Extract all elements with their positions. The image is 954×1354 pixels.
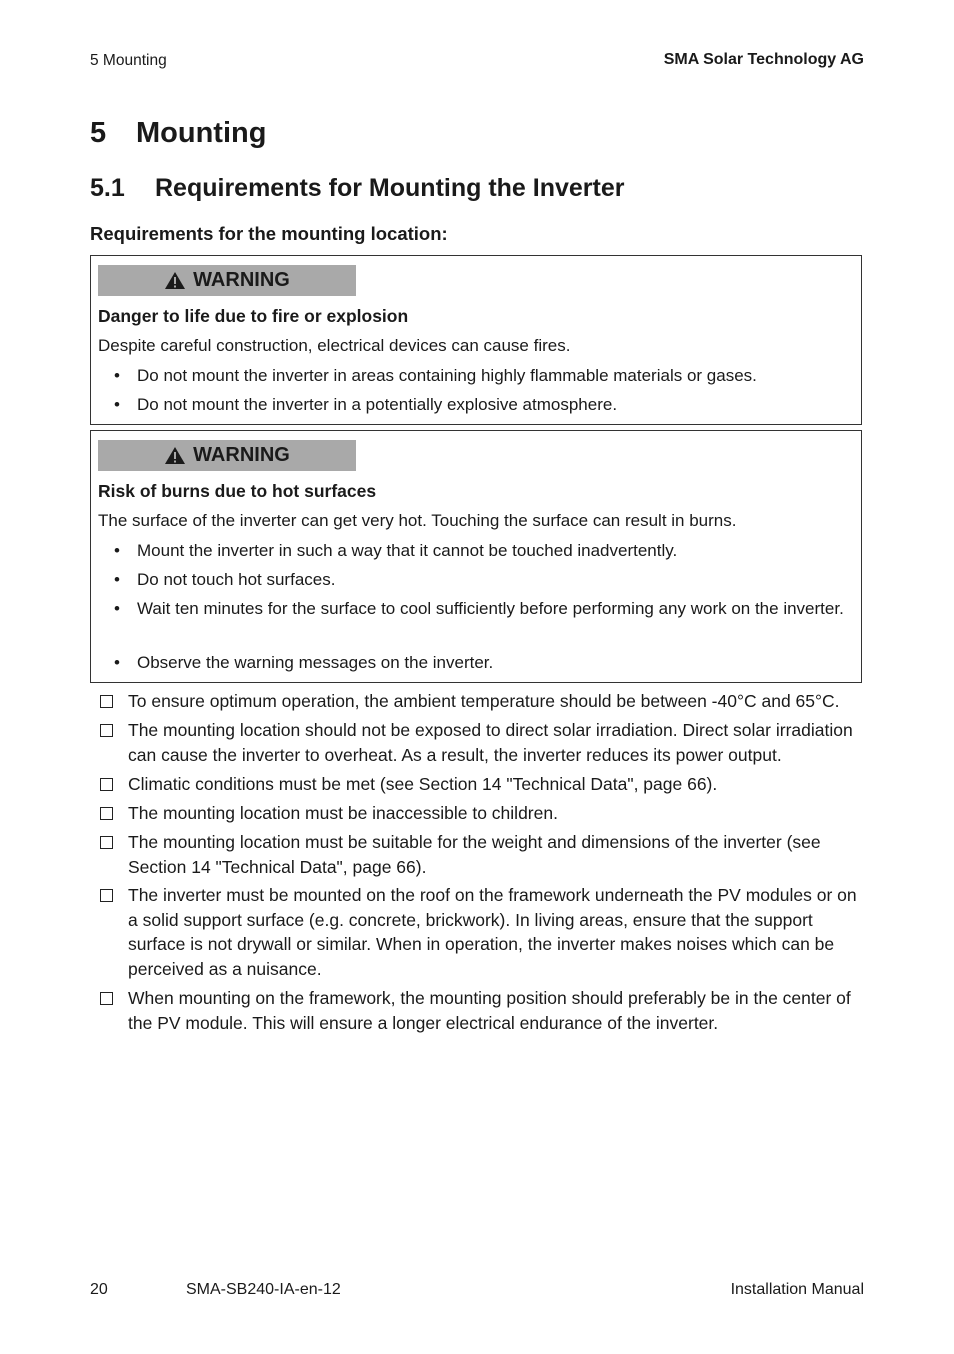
warning-box-burns bbox=[90, 430, 862, 683]
bullet-marker: • bbox=[114, 395, 120, 414]
bullet-text: Do not touch hot surfaces. bbox=[137, 570, 336, 589]
warning-text: Despite careful construction, electrical devices can cause fires. bbox=[98, 336, 571, 355]
checklist-text: To ensure optimum operation, the ambient temperature should be between -40°C and 65°C. bbox=[128, 691, 840, 711]
checklist-text: Climatic conditions must be met (see Section 14 "Technical Data", page 66). bbox=[128, 774, 718, 794]
footer-manual-title: Installation Manual bbox=[730, 1281, 864, 1298]
checklist-item bbox=[100, 883, 864, 981]
checklist-text: The mounting location must be inaccessible to children. bbox=[128, 803, 558, 823]
footer-page-number: 20 bbox=[90, 1281, 108, 1298]
checkbox-icon bbox=[100, 724, 113, 737]
warning-title: Danger to life due to fire or explosion bbox=[98, 306, 409, 326]
subsection-heading: Requirements for the mounting location: bbox=[90, 223, 448, 244]
bullet-text: Observe the warning messages on the inverter. bbox=[137, 653, 494, 672]
bullet-text: Do not mount the inverter in a potentially explosive atmosphere. bbox=[137, 395, 618, 414]
checkbox-icon bbox=[100, 889, 113, 902]
checklist-text: The inverter must be mounted on the roof on the framework underneath the PV modules or on a solid support surface (e.g. concrete, brickwork). In living areas, ensure that the support surface is not drywall or similar. When in operation, the inverter makes noises which can be perceived as a nuisance. bbox=[128, 885, 857, 979]
bullet-text: Wait ten minutes for the surface to cool sufficiently before performing any work on the inverter. bbox=[137, 599, 844, 618]
checkbox-icon bbox=[100, 695, 113, 708]
checklist-item bbox=[100, 986, 864, 1035]
checklist-item bbox=[100, 801, 864, 826]
warning-triangle-icon bbox=[164, 271, 186, 290]
bullet-marker: • bbox=[114, 541, 120, 560]
checklist-item bbox=[100, 772, 864, 797]
checklist-item bbox=[100, 718, 864, 767]
bullet-marker: • bbox=[114, 366, 120, 385]
bullet-text: Do not mount the inverter in areas containing highly flammable materials or gases. bbox=[137, 366, 757, 385]
warning-bullet bbox=[98, 363, 858, 388]
warning-label bbox=[98, 440, 356, 471]
warning-label-text: WARNING bbox=[193, 444, 290, 466]
warning-bullet bbox=[98, 392, 858, 417]
footer-doc-id: SMA-SB240-IA-en-12 bbox=[186, 1281, 341, 1298]
checklist-item bbox=[100, 830, 864, 879]
warning-bullet bbox=[98, 567, 858, 592]
warning-triangle-icon bbox=[164, 446, 186, 465]
warning-bullet bbox=[98, 596, 858, 621]
warning-text: The surface of the inverter can get very hot. Touching the surface can result in burns. bbox=[98, 511, 737, 530]
checkbox-icon bbox=[100, 992, 113, 1005]
warning-bullet bbox=[98, 538, 858, 563]
checklist-text: When mounting on the framework, the mounting position should preferably be in the center of the PV module. This will ensure a longer electrical endurance of the inverter. bbox=[128, 988, 851, 1033]
chapter-number: 5 bbox=[90, 117, 107, 149]
section-number: 5.1 bbox=[90, 174, 125, 202]
checklist-text: The mounting location should not be exposed to direct solar irradiation. Direct solar irradiation can cause the inverter to overheat. As a result, the inverter reduces its power output. bbox=[128, 720, 853, 765]
warning-title: Risk of burns due to hot surfaces bbox=[98, 481, 377, 501]
warning-label bbox=[98, 265, 356, 296]
checkbox-icon bbox=[100, 778, 113, 791]
warning-bullet bbox=[98, 650, 858, 675]
section-heading bbox=[90, 174, 624, 203]
warning-label-text: WARNING bbox=[193, 269, 290, 291]
bullet-marker: • bbox=[114, 599, 120, 618]
running-header-company: SMA Solar Technology AG bbox=[663, 51, 864, 68]
bullet-marker: • bbox=[114, 653, 120, 672]
section-title: Requirements for Mounting the Inverter bbox=[155, 174, 625, 202]
chapter-title: Mounting bbox=[136, 117, 267, 149]
running-header-chapter: 5 Mounting bbox=[90, 52, 167, 69]
bullet-text: Mount the inverter in such a way that it cannot be touched inadvertently. bbox=[137, 541, 678, 560]
checklist-text: The mounting location must be suitable for the weight and dimensions of the inverter (see Section 14 "Technical Data", page 66). bbox=[128, 832, 821, 877]
warning-box-fire bbox=[90, 255, 862, 425]
checkbox-icon bbox=[100, 836, 113, 849]
chapter-heading bbox=[90, 117, 266, 150]
checkbox-icon bbox=[100, 807, 113, 820]
checklist-item bbox=[100, 689, 864, 714]
bullet-marker: • bbox=[114, 570, 120, 589]
